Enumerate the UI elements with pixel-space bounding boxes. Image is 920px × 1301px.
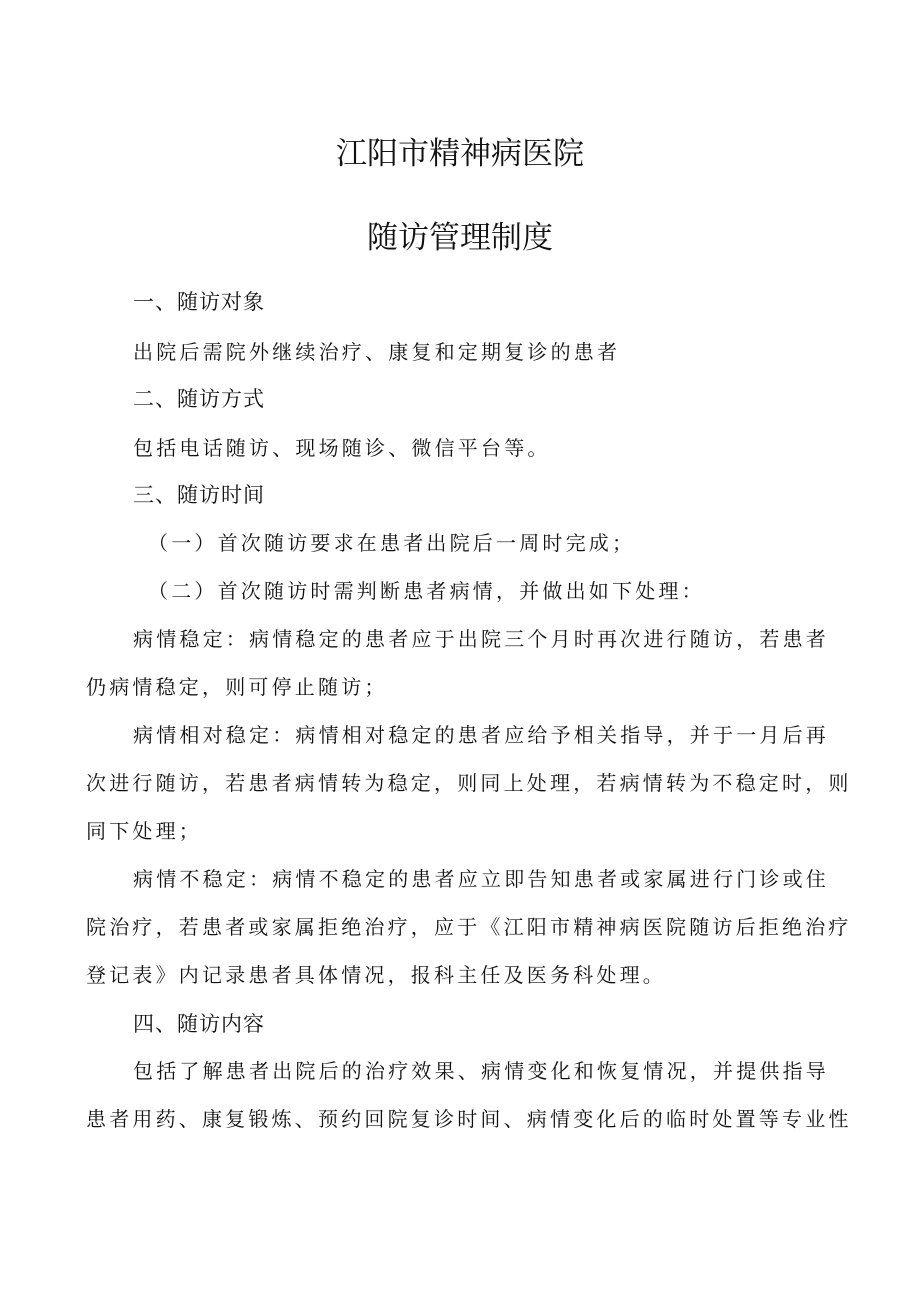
paragraph-content-line: 包括了解患者出院后的治疗效果、病情变化和恢复情况，并提供指导 bbox=[133, 1059, 829, 1083]
paragraph-stable-line: 仍病情稳定，则可停止随访； bbox=[86, 675, 388, 699]
timing-item-first-visit: （一）首次随访要求在患者出院后一周时完成； bbox=[148, 531, 636, 555]
section-heading-targets: 一、随访对象 bbox=[133, 290, 265, 314]
paragraph-content-line: 患者用药、康复锻炼、预约回院复诊时间、病情变化后的临时处置等专业性 bbox=[86, 1107, 852, 1131]
document-title-hospital: 江阳市精神病医院 bbox=[336, 136, 584, 172]
paragraph-unstable-line: 院治疗，若患者或家属拒绝治疗，应于《江阳市精神病医院随访后拒绝治疗 bbox=[86, 915, 852, 939]
paragraph-relatively-stable-line: 病情相对稳定：病情相对稳定的患者应给予相关指导，并于一月后再 bbox=[133, 723, 829, 747]
paragraph-unstable-line: 病情不稳定：病情不稳定的患者应立即告知患者或家属进行门诊或住 bbox=[133, 867, 829, 891]
section-body-targets: 出院后需院外继续治疗、康复和定期复诊的患者 bbox=[133, 340, 621, 364]
section-heading-methods: 二、随访方式 bbox=[133, 387, 265, 411]
timing-item-assessment: （二）首次随访时需判断患者病情，并做出如下处理： bbox=[148, 579, 705, 603]
paragraph-stable-line: 病情稳定：病情稳定的患者应于出院三个月时再次进行随访，若患者 bbox=[133, 627, 829, 651]
section-heading-content: 四、随访内容 bbox=[133, 1012, 265, 1036]
section-body-methods: 包括电话随访、现场随诊、微信平台等。 bbox=[133, 436, 551, 460]
paragraph-unstable-line: 登记表》内记录患者具体情况，报科主任及医务科处理。 bbox=[86, 963, 666, 987]
document-title-policy: 随访管理制度 bbox=[367, 220, 553, 256]
paragraph-relatively-stable-line: 同下处理； bbox=[86, 819, 202, 843]
section-heading-timing: 三、随访时间 bbox=[133, 483, 265, 507]
paragraph-relatively-stable-line: 次进行随访，若患者病情转为稳定，则同上处理，若病情转为不稳定时，则 bbox=[86, 771, 852, 795]
